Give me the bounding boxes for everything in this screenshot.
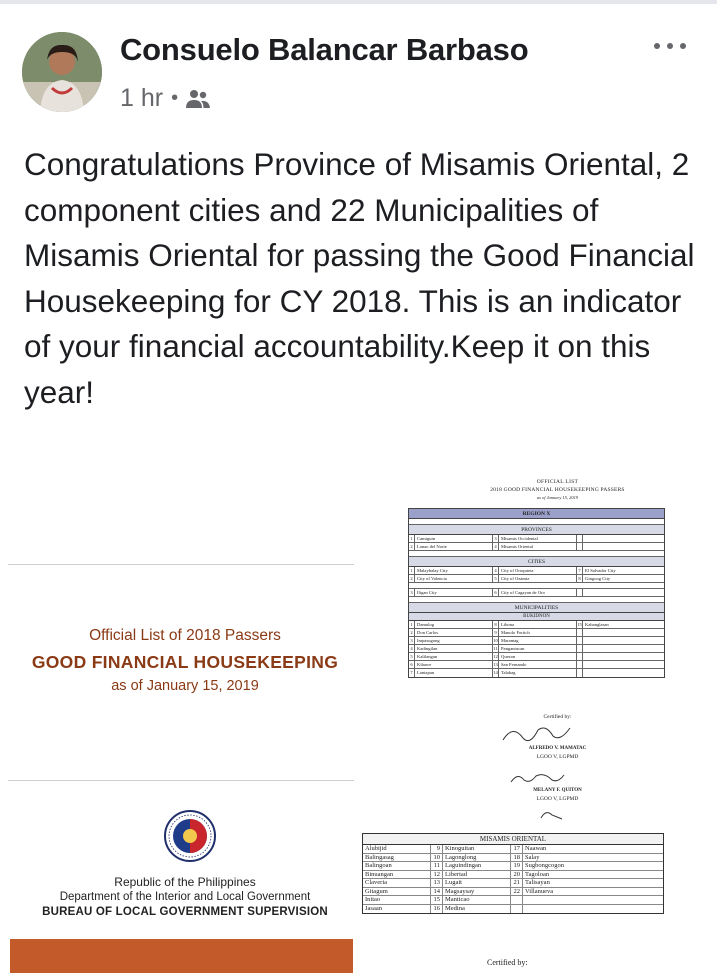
agency-republic: Republic of the Philippines (114, 875, 256, 889)
list-date: as of January 15, 2019 (536, 495, 579, 500)
certified-by-label: Certified by: (543, 714, 572, 720)
post-time[interactable]: 1 hr (120, 84, 164, 112)
table-row: 7 Lantapan 14 Talakag (409, 669, 664, 677)
list-title: OFFICIAL LIST (536, 479, 579, 485)
cover-orange-band (10, 939, 353, 973)
cover-divider-bottom (8, 780, 354, 781)
post-image[interactable] (0, 464, 717, 973)
table-row: 1 Malaybalay City 4 City of Oroquieta 7 El Salvador City (409, 567, 664, 575)
table-row: 4 Kadingilan 11 Pangantucan (409, 645, 664, 653)
friends-icon[interactable] (186, 89, 210, 109)
certified-by-label-2: Certified by: (487, 958, 528, 967)
signatory2-title: LGOO V, LGPMD (536, 796, 579, 802)
table-row: 2 City of Valencia 5 City of Ozamiz 8 Gingoog City (409, 575, 664, 583)
misamis-header: MISAMIS ORIENTAL (363, 834, 663, 845)
avatar-photo (22, 32, 102, 112)
list-subtitle: 2018 GOOD FINANCIAL HOUSEKEEPING PASSERS (490, 487, 625, 493)
table-row: Initao 15 Manticao (363, 896, 663, 905)
table-row: 3 Iligan City 6 City of Cagayan de Oro (409, 589, 664, 597)
table-row: 5 Kalilangan 12 Quezon (409, 653, 664, 661)
passers-table (408, 508, 665, 678)
bukidnon-band: BUKIDNON (409, 613, 664, 621)
signature-scribble-2 (508, 770, 568, 786)
agency-bureau: BUREAU OF LOCAL GOVERNMENT SUPERVISION (42, 906, 328, 918)
post-meta (120, 84, 210, 113)
table-row: Jasaan 16 Medina (363, 905, 663, 914)
table-row: Alubijid 9 Kinoguitan 17 Naawan (363, 845, 663, 854)
table-row: 1 Camiguin 3 Misamis Occidental (409, 535, 664, 543)
table-row: 2 Don Carlos 9 Manolo Fortich (409, 629, 664, 637)
table-row: Balingoan 11 Laguindingan 19 Sugbongcogon (363, 862, 663, 871)
meta-separator: • (171, 87, 179, 109)
author-name[interactable]: Consuelo Balancar Barbaso (120, 32, 529, 67)
cover-divider-top (8, 564, 354, 565)
cover-line1: Official List of 2018 Passers (89, 627, 281, 644)
table-row: 1 Damulog 8 Libona 15 Kabanglasan (409, 621, 664, 629)
signature-scribble-3 (538, 807, 578, 821)
provinces-band: PROVINCES (409, 525, 664, 535)
region-band: REGION X (409, 509, 664, 519)
post-message: Congratulations Province of Misamis Oriental, 2 component cities and 22 Municipalities of Misamis Oriental for passing the Good Financial Housekeeping for CY 2018. This is an indicator of your financial accountability.Keep it on this year! (24, 146, 695, 410)
signatory1-name: ALFREDO V. MAMATAC (528, 746, 587, 751)
table-row: Claveria 13 Lugait 21 Talisayan (363, 879, 663, 888)
table-row: Binuangan 12 Libertad 20 Tagoloan (363, 871, 663, 880)
cover-page (0, 464, 370, 973)
table-row: Balingasag 10 Lagonglong 18 Salay (363, 854, 663, 863)
signature-scribble (498, 722, 588, 746)
agency-department: Department of the Interior and Local Government (59, 891, 311, 903)
signatory1-title: LGOO V, LGPMD (536, 754, 579, 760)
more-options-icon[interactable] (651, 36, 689, 56)
dilg-seal-icon (164, 810, 216, 862)
cover-date: as of January 15, 2019 (111, 678, 259, 694)
municipalities-band: MUNICIPALITIES (409, 603, 664, 613)
signatory2-name: MELANY F. QUITON (533, 788, 582, 793)
misamis-oriental-table (362, 833, 664, 914)
avatar[interactable] (22, 32, 102, 112)
cities-band: CITIES (409, 557, 664, 567)
table-row: Gitagum 14 Magsaysay 22 Villanueva (363, 888, 663, 897)
post-header (0, 0, 717, 120)
table-row: 6 Kibawe 13 San Fernando (409, 661, 664, 669)
table-row: 3 Impasugong 10 Maramag (409, 637, 664, 645)
table-row: 2 Lanao del Norte 4 Misamis Oriental (409, 543, 664, 551)
cover-title: GOOD FINANCIAL HOUSEKEEPING (31, 652, 339, 672)
